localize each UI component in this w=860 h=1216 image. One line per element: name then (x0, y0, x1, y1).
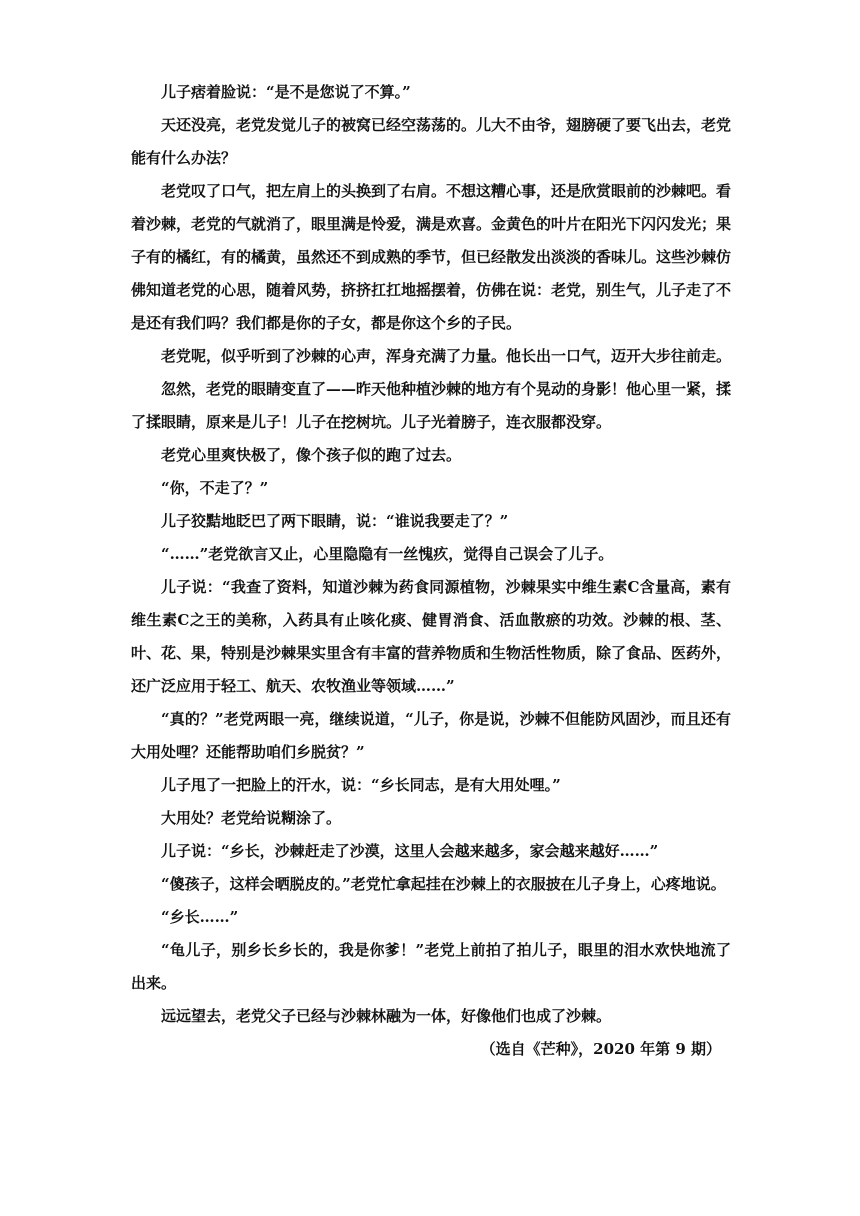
paragraph: “真的？”老党两眼一亮，继续说道，“儿子，你是说，沙棘不但能防风固沙，而且还有大用处哩？还能帮助咱们乡脱贫？” (131, 710, 731, 761)
paragraph: 儿子说：“我查了资料，知道沙棘为药食同源植物，沙棘果实中维生素C含量高，素有维生素C之王的美称，入药具有止咳化痰、健胃消食、活血散瘀的功效。沙棘的根、茎、叶、花、果，特别是沙棘果实里含有丰富的营养物质和生物活性物质，除了食品、医药外，还广泛应用于轻工、航天、农牧渔业等领域……” (131, 578, 732, 695)
paragraph: “你，不走了？” (161, 479, 269, 497)
paragraph: 大用处？老党给说糊涂了。 (161, 809, 342, 827)
paragraph: 远远望去，老党父子已经与沙棘林融为一体，好像他们也成了沙棘。 (161, 1007, 612, 1025)
source-citation: （选自《芒种》，2020 年第 9 期） (480, 1040, 721, 1058)
paragraph: 儿子说：“乡长，沙棘赶走了沙漠，这里人会越来越多，家会越来越好……” (161, 842, 659, 860)
paragraph: 老党叹了口气，把左肩上的头换到了右肩。不想这糟心事，还是欣赏眼前的沙棘吧。看着沙棘，老党的气就消了，眼里满是怜爱，满是欢喜。金黄色的叶片在阳光下闪闪发光；果子有的橘红，有的橘黄，虽然还不到成熟的季节，但已经散发出淡淡的香味儿。这些沙棘仿佛知道老党的心思，随着风势，挤挤扛扛地摇摆着，仿佛在说：老党，别生气，儿子走了不是还有我们吗？我们都是你的子女，都是你这个乡的子民。 (131, 182, 732, 332)
paragraph: 老党呢，似乎听到了沙棘的心声，浑身充满了力量。他长出一口气，迈开大步往前走。 (161, 347, 732, 365)
paragraph: 老党心里爽快极了，像个孩子似的跑了过去。 (161, 446, 462, 464)
paragraph: “乡长……” (161, 908, 239, 926)
paragraph: 天还没亮，老党发觉儿子的被窝已经空荡荡的。儿大不由爷，翅膀硬了要飞出去，老党能有什么办法？ (131, 116, 732, 167)
paragraph: “龟儿子，别乡长乡长的，我是你爹！”老党上前拍了拍儿子，眼里的泪水欢快地流了出来。 (131, 941, 731, 992)
paragraph: 忽然，老党的眼睛变直了——昨天他种植沙棘的地方有个晃动的身影！他心里一紧，揉了揉眼睛，原来是儿子！儿子在挖树坑。儿子光着膀子，连衣服都没穿。 (131, 380, 732, 431)
article-body (131, 76, 731, 1066)
paragraph: 儿子痞着脸说：“是不是您说了不算。” (161, 83, 411, 101)
paragraph: “傻孩子，这样会晒脱皮的。”老党忙拿起挂在沙棘上的衣服披在儿子身上，心疼地说。 (161, 875, 726, 893)
paragraph: 儿子甩了一把脸上的汗水，说：“乡长同志，是有大用处哩。” (161, 776, 561, 794)
paragraph: 儿子狡黠地眨巴了两下眼睛，说：“谁说我要走了？” (161, 512, 509, 530)
paragraph: “……”老党欲言又止，心里隐隐有一丝愧疚，觉得自己误会了儿子。 (161, 545, 614, 563)
